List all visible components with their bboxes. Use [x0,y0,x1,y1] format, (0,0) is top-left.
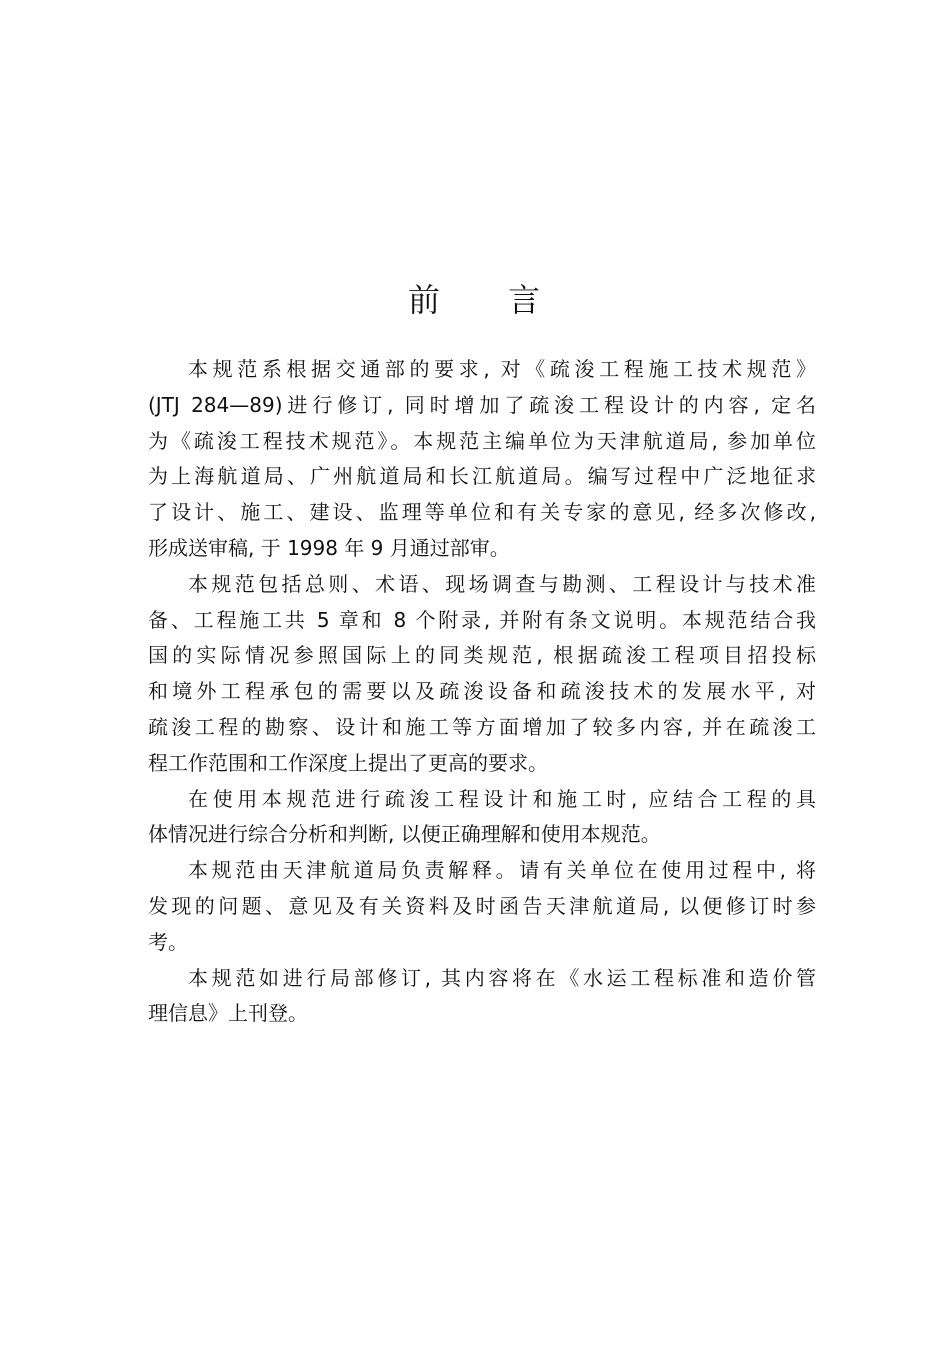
paragraph-2 [148,567,816,782]
text-line: 为上海航道局、广州航道局和长江航道局。编写过程中广泛地征求 [148,464,816,489]
text-line: 程工作范围和工作深度上提出了更高的要求。 [148,750,548,775]
text-line: 本规范由天津航道局负责解释。请有关单位在使用过程中, 将 [188,858,816,883]
text-line: 国的实际情况参照国际上的同类规范, 根据疏浚工程项目招投标 [148,643,816,668]
text-line: 和境外工程承包的需要以及疏浚设备和疏浚技术的发展水平, 对 [148,679,816,704]
text-line: 为《疏浚工程技术规范》。本规范主编单位为天津航道局, 参加单位 [148,428,816,453]
text-line: 理信息》上刊登。 [148,1001,308,1026]
text-line: 备、工程施工共 5 章和 8 个附录, 并附有条文说明。本规范结合我 [148,607,816,632]
paragraph-1 [148,352,816,567]
text-line: 在使用本规范进行疏浚工程设计和施工时, 应结合工程的具 [188,786,816,811]
text-line: (JTJ 284—89)进行修订, 同时增加了疏浚工程设计的内容, 定名 [148,392,816,417]
text-line: 考。 [148,929,188,954]
text-line: 了设计、施工、建设、监理等单位和有关专家的意见, 经多次修改, [148,500,816,525]
text-line: 形成送审稿, 于 1998 年 9 月通过部审。 [148,535,510,560]
title-char-2: 言 [508,281,543,319]
paragraph-4 [148,853,816,960]
preface-body [148,352,816,1032]
text-line: 本规范如进行局部修订, 其内容将在《水运工程标准和造价管 [188,965,816,990]
text-line: 本规范包括总则、术语、现场调查与勘测、工程设计与技术准 [188,571,816,596]
text-line: 体情况进行综合分析和判断, 以便正确理解和使用本规范。 [148,822,661,847]
text-line: 本规范系根据交通部的要求, 对《疏浚工程施工技术规范》 [188,357,816,381]
paragraph-3 [148,782,816,854]
title-char-1: 前 [407,281,442,319]
text-line: 发现的问题、意见及有关资料及时函告天津航道局, 以便修订时参 [148,893,816,918]
text-line: 疏浚工程的勘察、设计和施工等方面增加了较多内容, 并在疏浚工 [148,714,816,739]
paragraph-5 [148,961,816,1033]
page-title [0,278,950,322]
